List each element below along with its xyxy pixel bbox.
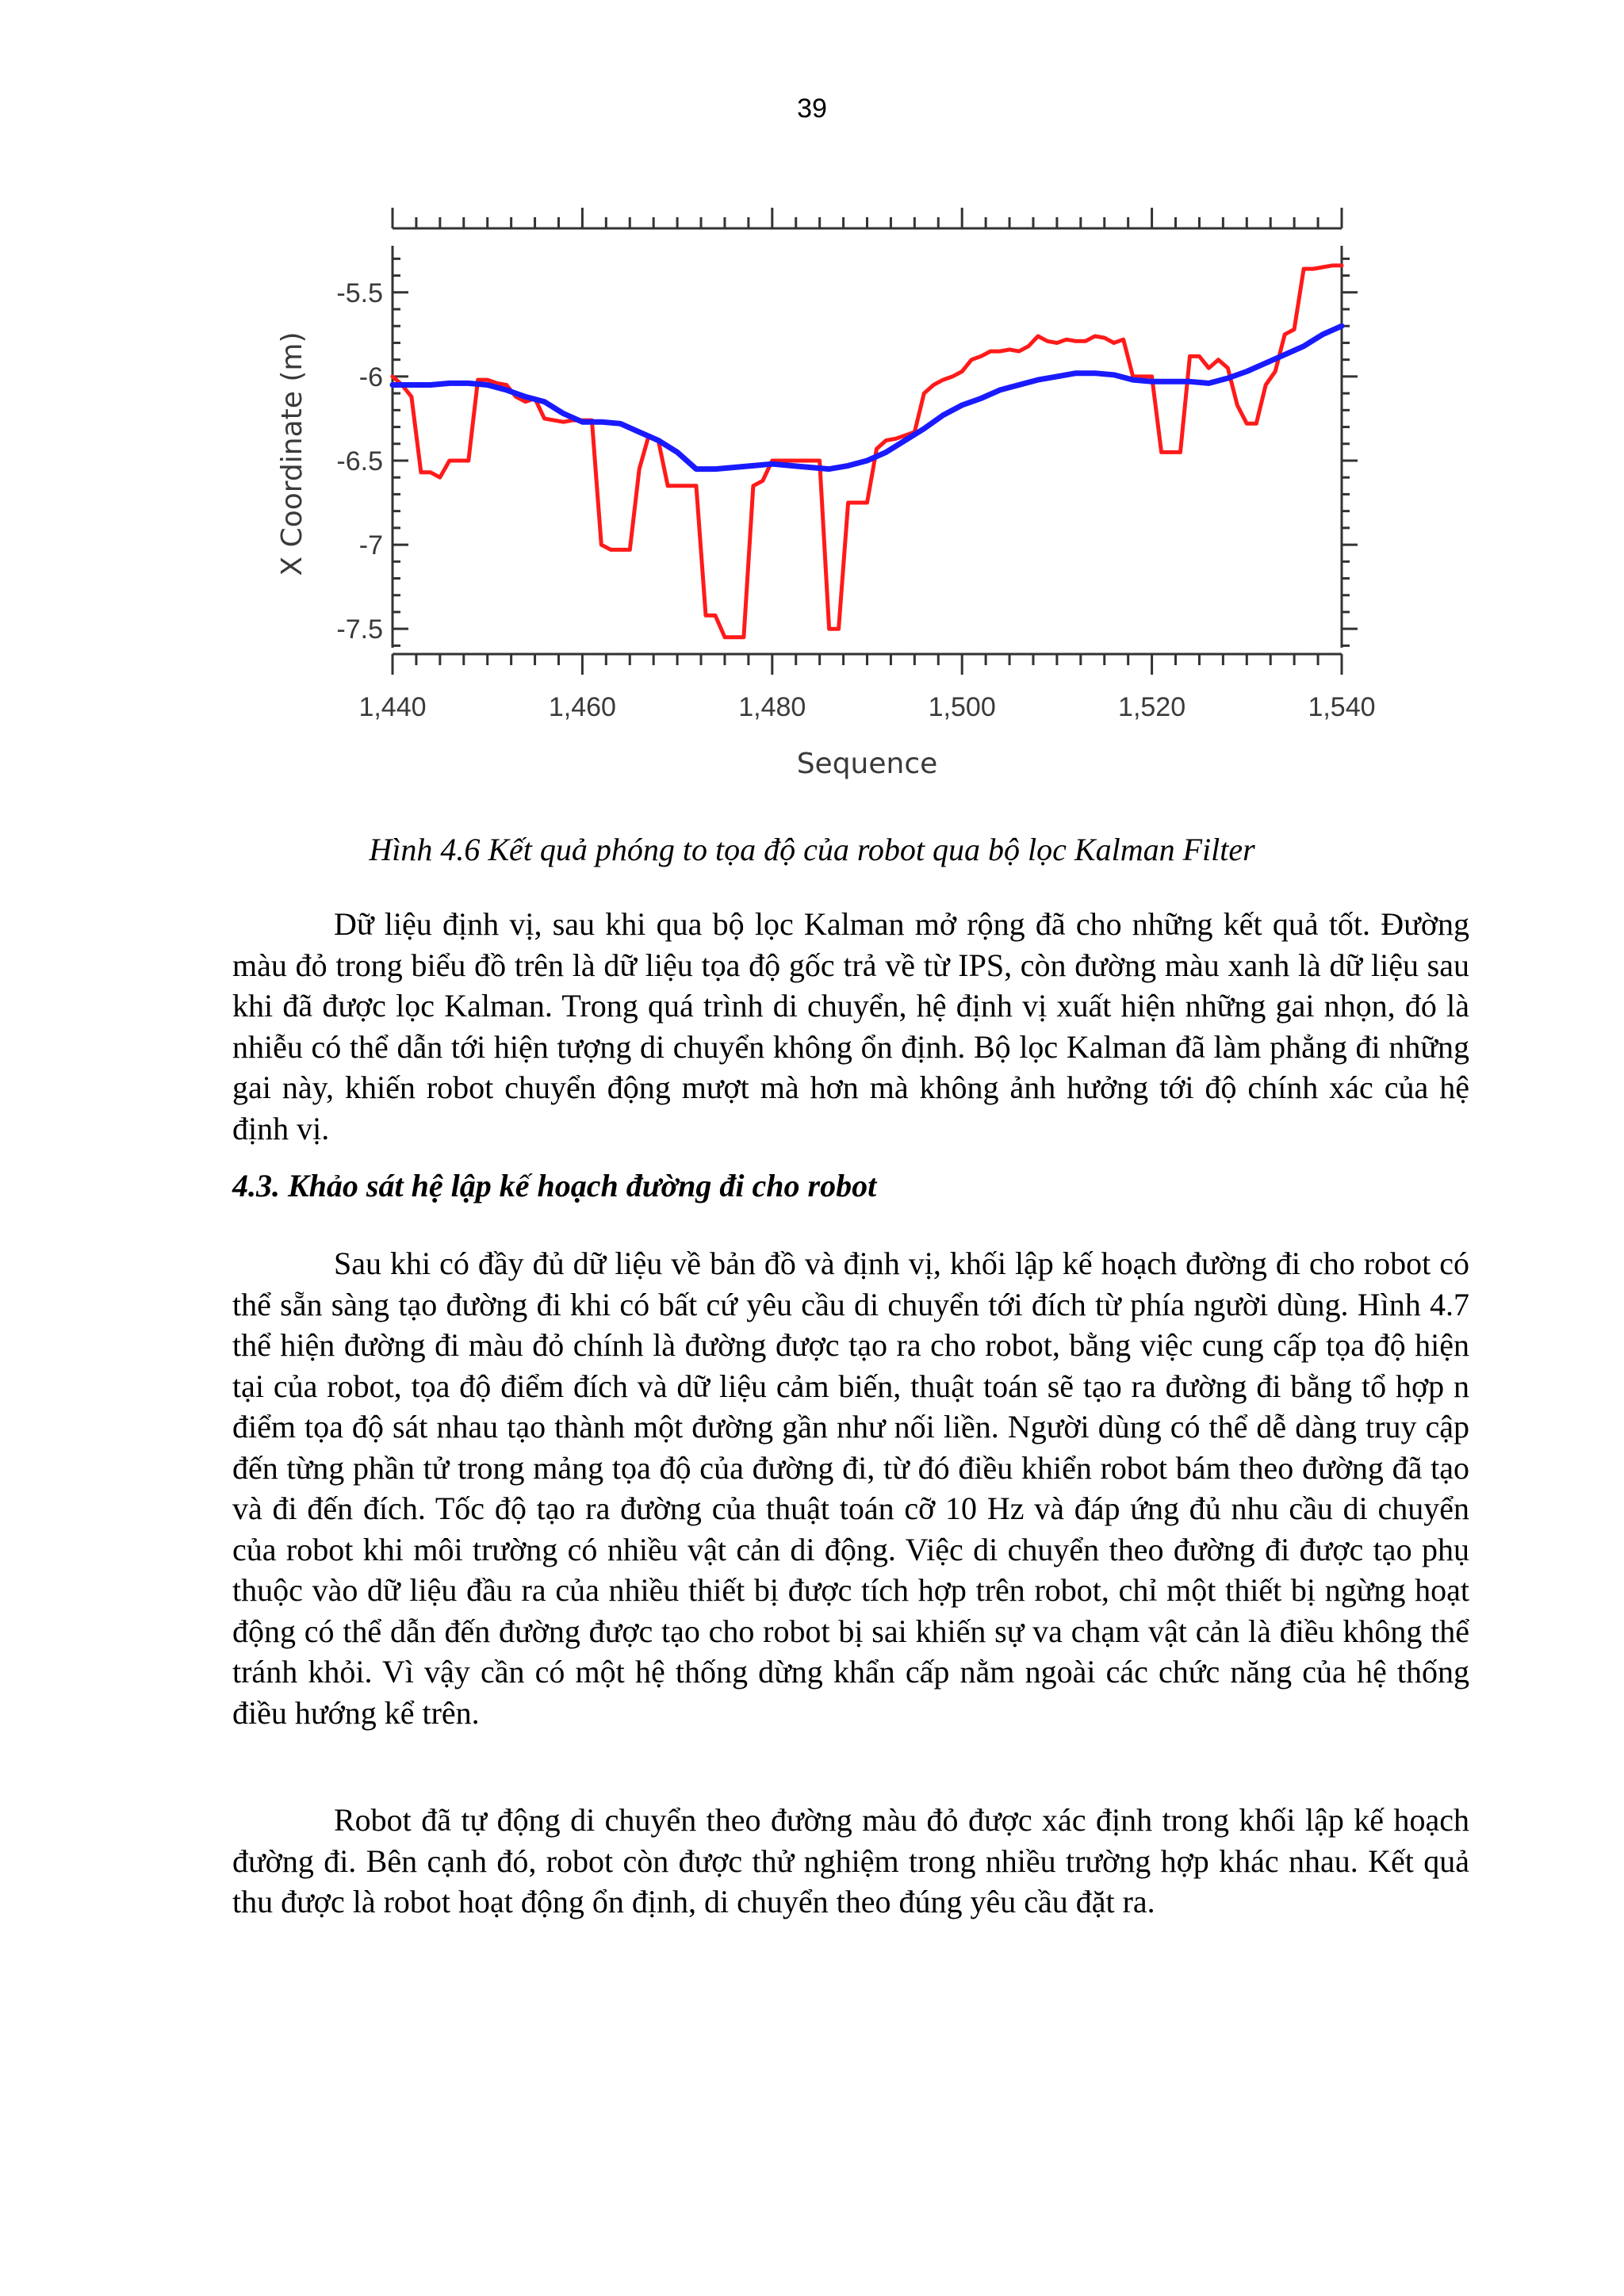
chart-axes (393, 208, 1358, 675)
y-tick-label: -6 (358, 362, 383, 392)
page-number: 39 (797, 94, 827, 124)
x-tick-label: 1,440 (358, 692, 427, 722)
section-heading: 4.3. Khảo sát hệ lập kế hoạch đường đi cho robot (232, 1168, 877, 1203)
y-tick-label: -7 (358, 530, 383, 561)
y-tick-label: -6.5 (336, 446, 383, 476)
chart-series (393, 266, 1342, 637)
paragraph-2: Sau khi có đầy đủ dữ liệu về bản đồ và định vị, khối lập kế hoạch đường đi cho robot có thể sẵn sàng tạo đường đi khi có bất cứ yêu cầu di chuyển tới đích từ phía người dùng. Hình 4.7 thể hiện đường đi màu đỏ chính là đường được tạo ra cho robot, bằng việc cung cấp tọa độ hiện tại của robot, tọa độ điểm đích và dữ liệu cảm biến, thuật toán sẽ tạo ra đường đi bằng tổ hợp n điểm tọa độ sát nhau tạo thành một đường gần như nối liền. Người dùng có thể dễ dàng truy cập đến từng phần tử trong mảng tọa độ của đường đi, từ đó điều khiển robot bám theo đường đã tạo và đi đến đích. Tốc độ tạo ra đường của thuật toán cỡ 10 Hz và đáp ứng đủ nhu cầu di chuyển của robot khi môi trường có nhiều vật cản di động. Việc di chuyển theo đường đi được tạo phụ thuộc vào dữ liệu đầu ra của nhiều thiết bị được tích hợp trên robot, chỉ một thiết bị ngừng hoạt động có thể dẫn đến đường được tạo cho robot bị sai khiến sự va chạm vật cản là điều không thể tránh khỏi. Vì vậy cần có một hệ thống dừng khẩn cấp nằm ngoài các chức năng của hệ thống điều hướng kể trên. (232, 1246, 1469, 1731)
paragraph-3: Robot đã tự động di chuyển theo đường màu đỏ được xác định trong khối lập kế hoạch đường đi. Bên cạnh đó, robot còn được thử nghiệm trong nhiều trường hợp khác nhau. Kết quả thu được là robot hoạt động ổn định, di chuyển theo đúng yêu cầu đặt ra. (232, 1802, 1469, 1919)
paragraph-1: Dữ liệu định vị, sau khi qua bộ lọc Kalman mở rộng đã cho những kết quả tốt. Đường màu đỏ trong biểu đồ trên là dữ liệu tọa độ gốc trả về từ IPS, còn đường màu xanh là dữ liệu sau khi đã được lọc Kalman. Trong quá trình di chuyển, hệ định vị xuất hiện những gai nhọn, đó là nhiễu có thể dẫn tới hiện tượng di chuyển không ổn định. Bộ lọc Kalman đã làm phẳng đi những gai này, khiến robot chuyển động mượt mà hơn mà không ảnh hưởng tới độ chính xác của hệ định vị. (232, 906, 1469, 1146)
y-tick-label: -7.5 (336, 614, 383, 645)
x-tick-label: 1,480 (738, 692, 806, 722)
y-axis-title: X Coordinate (m) (276, 331, 308, 576)
x-tick-label: 1,500 (928, 692, 996, 722)
series-line-blue (393, 326, 1342, 469)
x-tick-label: 1,460 (548, 692, 616, 722)
figure-caption: Hình 4.6 Kết quả phóng to tọa độ của robot qua bộ lọc Kalman Filter (369, 832, 1255, 867)
series-line-red (393, 266, 1342, 637)
x-tick-label: 1,520 (1118, 692, 1186, 722)
y-tick-label: -5.5 (336, 277, 383, 308)
x-axis-title: Sequence (796, 748, 938, 780)
x-tick-label: 1,540 (1308, 692, 1376, 722)
chart-labels (276, 278, 1376, 780)
x-coordinate-chart (270, 198, 1380, 801)
